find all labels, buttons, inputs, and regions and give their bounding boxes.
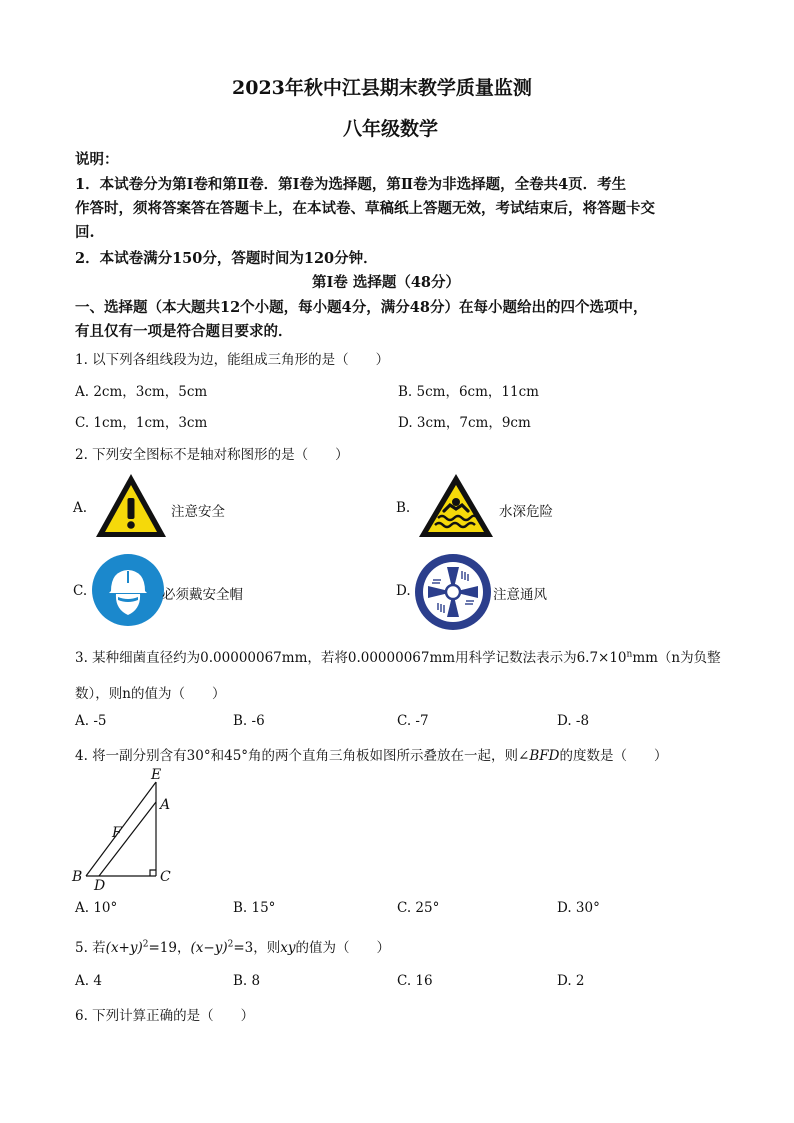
q3-option-b: B. -6 [233, 713, 265, 729]
q4-stem [75, 744, 667, 764]
q4-option-d: D. 30° [557, 900, 600, 916]
q1-option-c: C. 1cm，1cm，3cm [75, 415, 208, 431]
q3-stem-part-a: 3. 某种细菌直径约为0.00000067mm，若将0.00000067mm用科学记数法表示为6.7×10 [75, 650, 627, 666]
q5-xy: xy [280, 940, 296, 956]
q3-option-c: C. -7 [397, 713, 429, 729]
q5-stem-part-b: 的值为（ ） [295, 940, 390, 956]
q5-option-a: A. 4 [75, 973, 102, 989]
q2-option-c-label: 必须戴安全帽 [162, 587, 243, 603]
vertex-label-c: C [160, 869, 171, 885]
q4-stem-part-a: 4. 将一副分别含有30°和45°角的两个直角三角板如图所示叠放在一起，则∠ [75, 748, 530, 764]
q1-stem: 1. 以下列各组线段为边，能组成三角形的是（ ） [75, 352, 390, 368]
q3-option-a: A. -5 [75, 713, 107, 729]
q2-option-b-letter: B. [396, 500, 411, 516]
q4-option-c: C. 25° [397, 900, 440, 916]
q5-expr-2: (x−y) [190, 940, 228, 956]
notes-line-2: 2．本试卷满分150分，答题时间为120分钟． [75, 250, 378, 267]
q3-stem-line-1 [75, 646, 721, 666]
q6-stem: 6. 下列计算正确的是（ ） [75, 1008, 255, 1024]
section-instruction-b: 有且仅有一项是符合题目要求的． [75, 323, 293, 340]
q3-stem-line-2: 数），则n的值为（ ） [75, 686, 226, 702]
exam-title: 2023年秋中江县期末教学质量监测 [232, 77, 532, 99]
q4-angle-name: BFD [529, 748, 560, 764]
warning-sign-icon [93, 471, 169, 541]
q5-option-b: B. 8 [233, 973, 261, 989]
ventilation-sign-icon [414, 553, 492, 631]
notes-line-1a: 1．本试卷分为第Ⅰ卷和第Ⅱ卷．第Ⅰ卷为选择题，第Ⅱ卷为非选择题，全卷共4页．考生 [75, 176, 627, 193]
notes-line-1b: 作答时，须将答案答在答题卡上，在本试卷、草稿纸上答题无效，考试结束后，将答题卡交 [75, 200, 655, 217]
q2-option-d-letter: D. [396, 583, 411, 599]
q4-option-b: B. 15° [233, 900, 276, 916]
q2-option-c-letter: C. [73, 583, 88, 599]
q2-option-d-label: 注意通风 [493, 587, 547, 603]
q2-option-a-letter: A. [73, 500, 88, 516]
deep-water-sign-icon [416, 471, 496, 541]
q3-stem-part-b: mm（n为负整 [632, 650, 721, 666]
vertex-label-d: D [94, 878, 106, 894]
q5-stem [75, 936, 390, 956]
q1-option-b: B. 5cm，6cm，11cm [398, 384, 539, 400]
q4-option-a: A. 10° [75, 900, 118, 916]
q1-option-d: D. 3cm，7cm，9cm [398, 415, 531, 431]
vertex-label-e: E [151, 767, 162, 783]
q5-eq-1: =19， [148, 940, 191, 956]
q3-option-d: D. -8 [557, 713, 590, 729]
section-title: 第Ⅰ卷 选择题（48分） [312, 274, 461, 291]
q2-option-b-label: 水深危险 [499, 504, 553, 520]
notes-heading: 说明： [75, 151, 119, 168]
q1-option-a: A. 2cm，3cm，5cm [75, 384, 208, 400]
q5-exp-2: 2 [227, 939, 234, 950]
section-instruction-a: 一、选择题（本大题共12个小题，每小题4分，满分48分）在每小题给出的四个选项中， [75, 299, 648, 316]
q2-stem: 2. 下列安全图标不是轴对称图形的是（ ） [75, 447, 349, 463]
q5-expr-1: (x+y) [105, 940, 143, 956]
vertex-label-b: B [72, 869, 83, 885]
q5-stem-part-a: 5. 若 [75, 940, 106, 956]
safety-helmet-sign-icon [91, 553, 165, 627]
vertex-label-f: F [112, 825, 122, 841]
q2-option-a-label: 注意安全 [171, 504, 225, 520]
q5-eq-2: =3，则 [233, 940, 281, 956]
q4-stem-part-b: 的度数是（ ） [559, 748, 668, 764]
notes-line-1c: 回. [75, 224, 95, 241]
q5-exp-1: 2 [142, 939, 149, 950]
exam-subtitle: 八年级数学 [343, 118, 439, 140]
q3-stem-exponent: n [626, 649, 633, 660]
vertex-label-a: A [160, 797, 171, 813]
q5-option-d: D. 2 [557, 973, 585, 989]
q5-option-c: C. 16 [397, 973, 433, 989]
